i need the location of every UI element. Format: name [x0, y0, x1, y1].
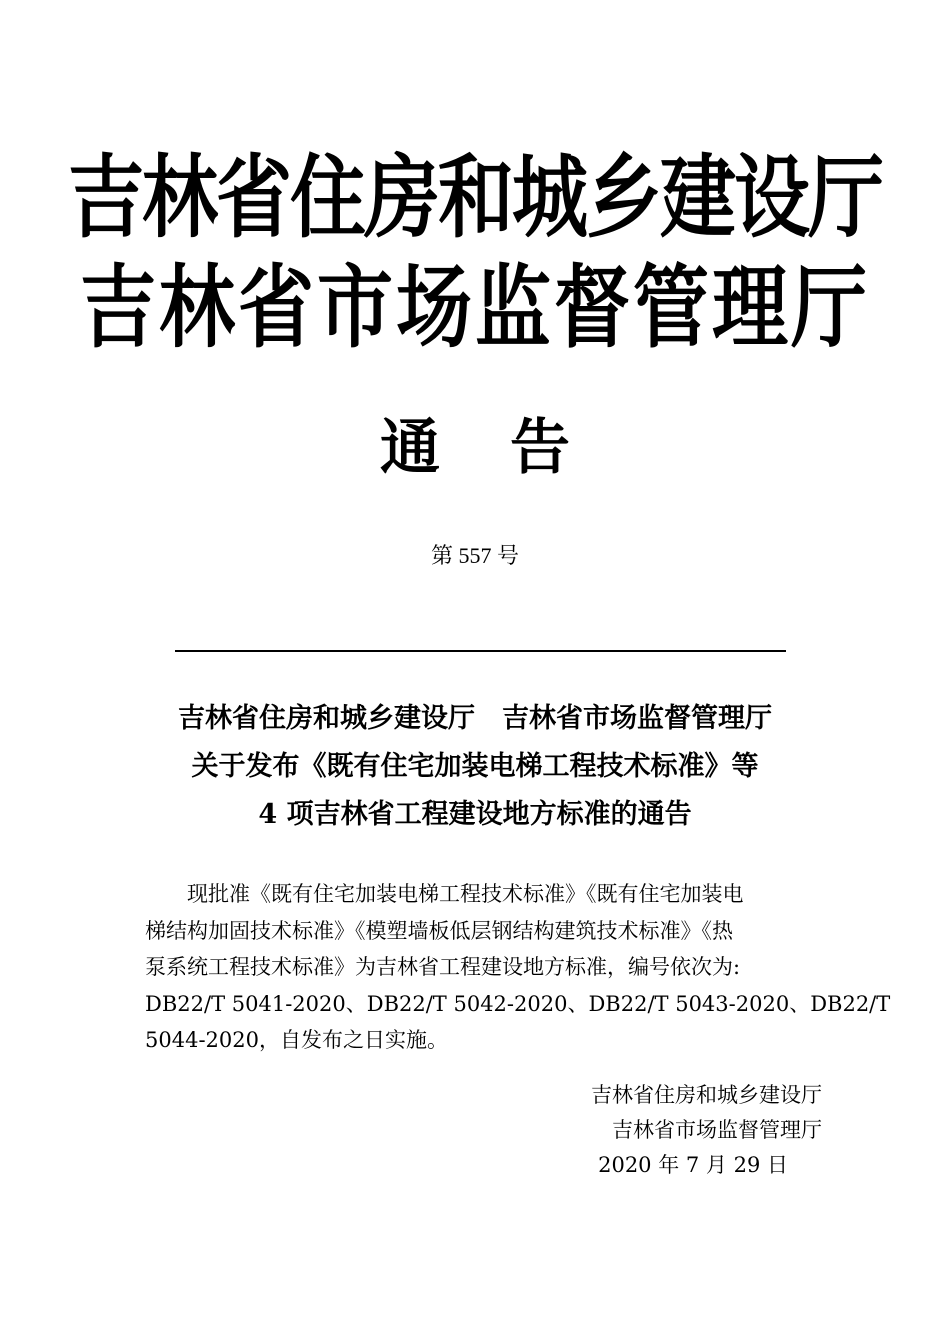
notice-title — [0, 695, 950, 839]
signature-org-2: 吉林省市场监督管理厅 — [612, 1118, 822, 1142]
notice-title-line-3: 4 项吉林省工程建设地方标准的通告 — [258, 799, 692, 830]
notice-body — [145, 876, 891, 1059]
document-number: 第 557 号 — [430, 543, 519, 568]
notice-title-line-2: 关于发布《既有住宅加装电梯工程技术标准》等 — [191, 751, 759, 782]
issuer-name-1: 吉林省住房和城乡建设厅 — [68, 144, 882, 250]
document-type: 通告 — [380, 413, 640, 483]
notice-body-line-3: 泵系统工程技术标准》为吉林省工程建设地方标准，编号依次为: — [145, 955, 741, 980]
notice-body-line-4: DB22/T 5041-2020、DB22/T 5042-2020、DB22/T 5043-2020、DB22/T — [145, 991, 891, 1016]
signature-date: 2020 年 7 月 29 日 — [598, 1153, 788, 1177]
notice-body-line-2: 梯结构加固技术标准》《模塑墙板低层钢结构建筑技术标准》《热 — [145, 918, 733, 943]
notice-body-line-1: 现批准《既有住宅加装电梯工程技术标准》《既有住宅加装电 — [187, 882, 744, 906]
separator-line — [175, 650, 786, 652]
signature-org-1: 吉林省住房和城乡建设厅 — [591, 1083, 822, 1107]
notice-title-line-1: 吉林省住房和城乡建设厅 吉林省市场监督管理厅 — [178, 703, 772, 734]
notice-body-line-5: 5044-2020，自发布之日实施。 — [145, 1028, 448, 1053]
issuer-name-2: 吉林省市场监督管理厅 — [80, 254, 870, 360]
signature-block — [520, 1078, 822, 1183]
